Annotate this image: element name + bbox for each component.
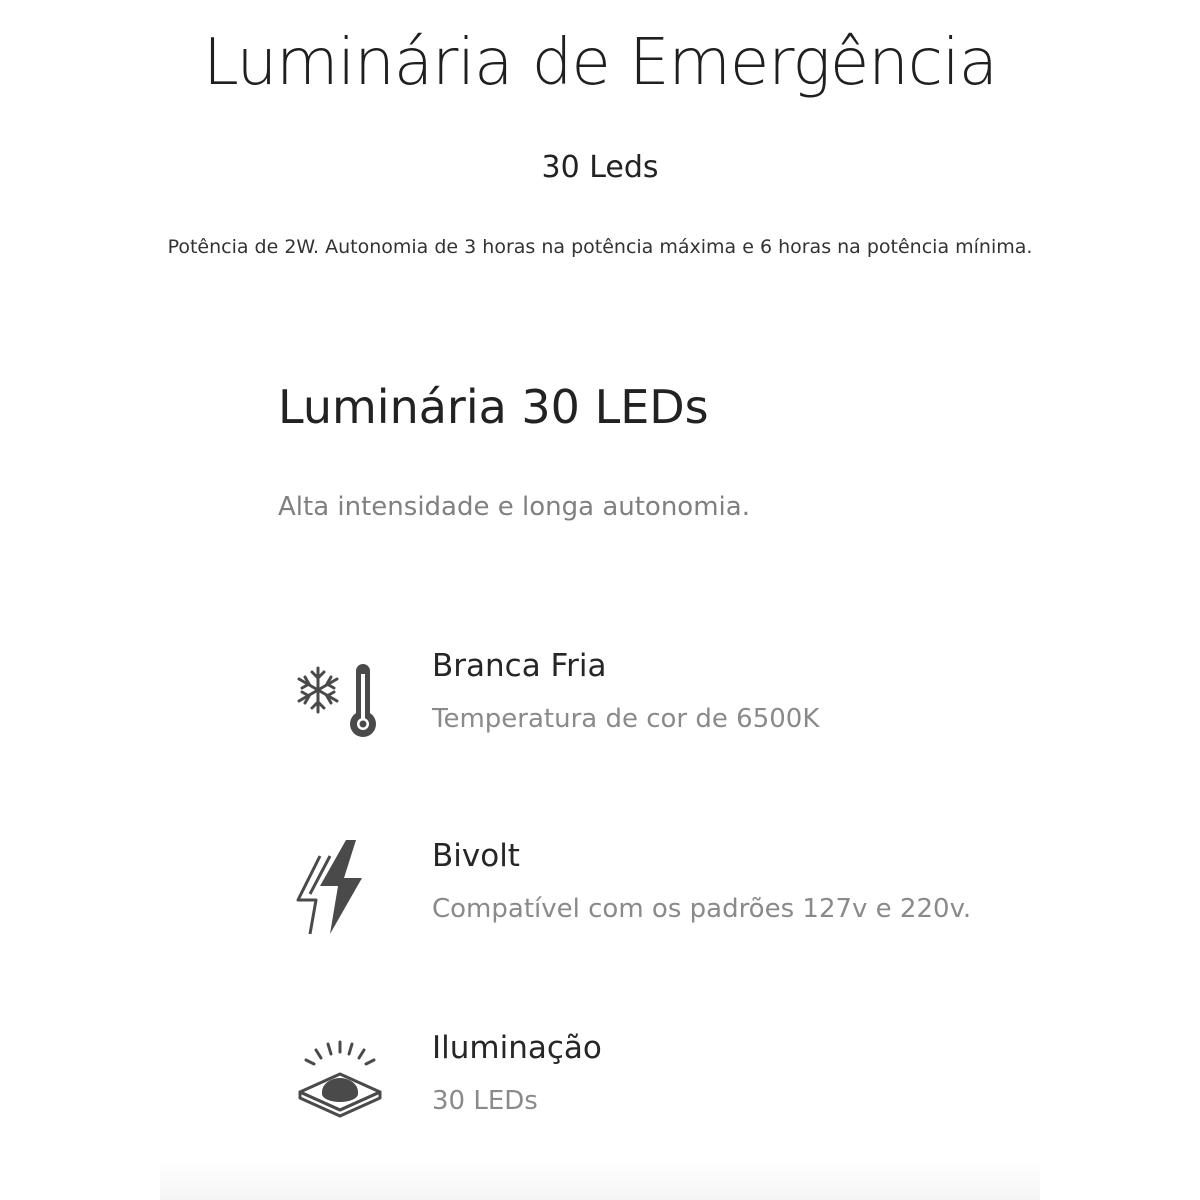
- bottom-divider: [160, 1160, 1040, 1200]
- feature-text: Compatível com os padrões 127v e 220v.: [432, 894, 972, 924]
- lightning-bolt-icon: [290, 838, 390, 938]
- page-subtitle: 30 Leds: [541, 150, 659, 185]
- snowflake-thermometer-icon: [290, 648, 390, 748]
- led-light-icon: [290, 1030, 390, 1130]
- page-title: Luminária de Emergência: [203, 26, 997, 100]
- product-description: Potência de 2W. Autonomia de 3 horas na potência máxima e 6 horas na potência mínima.: [167, 236, 1033, 258]
- section-title: Luminária 30 LEDs: [278, 380, 709, 434]
- feature-item-bivolt: [290, 838, 1110, 958]
- feature-item-color-temperature: [290, 648, 1110, 768]
- feature-title: Branca Fria: [432, 648, 607, 684]
- feature-text: 30 LEDs: [432, 1086, 538, 1116]
- section-subtitle: Alta intensidade e longa autonomia.: [278, 492, 750, 522]
- feature-text: Temperatura de cor de 6500K: [432, 704, 820, 734]
- feature-item-illumination: [290, 1030, 1110, 1150]
- feature-title: Bivolt: [432, 838, 520, 874]
- feature-title: Iluminação: [432, 1030, 602, 1066]
